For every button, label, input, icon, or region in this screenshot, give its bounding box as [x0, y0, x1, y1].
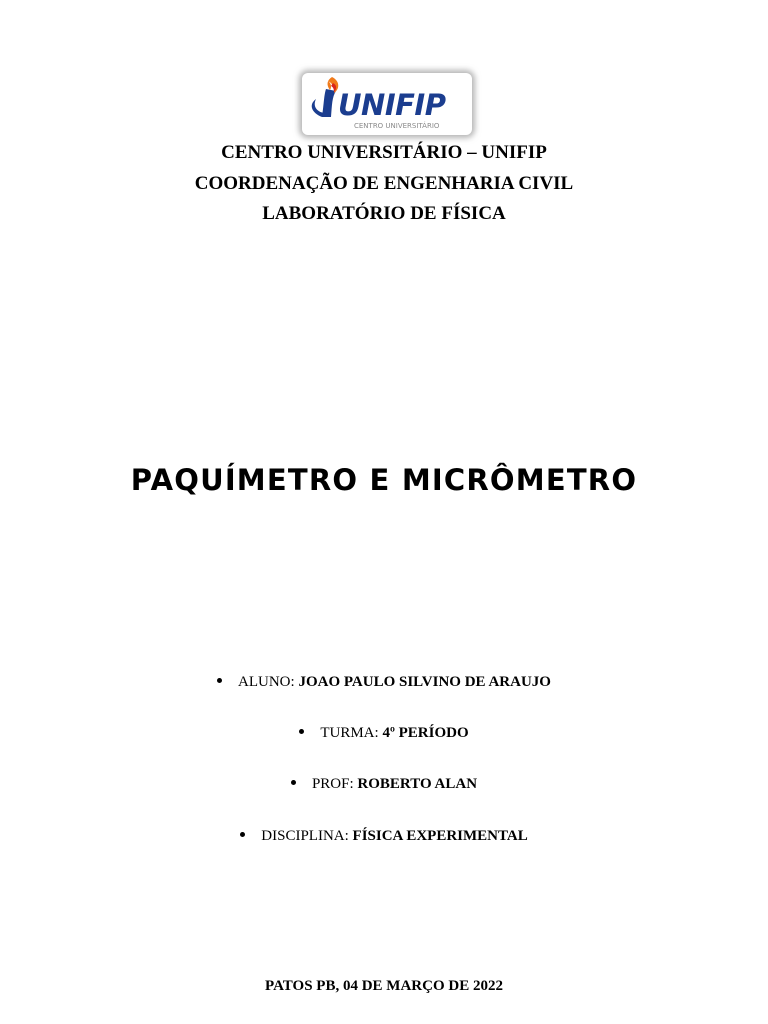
info-item-professor: [0, 774, 768, 794]
bullet-icon: [291, 780, 296, 785]
info-label: TURMA:: [320, 725, 383, 741]
info-value: FÍSICA EXPERIMENTAL: [352, 828, 528, 844]
department-name: COORDENAÇÃO DE ENGENHARIA CIVIL: [194, 173, 574, 194]
bullet-icon: [240, 832, 245, 837]
bullet-icon: [217, 678, 222, 683]
info-value: JOAO PAULO SILVINO DE ARAUJO: [298, 674, 551, 690]
bullet-icon: [299, 729, 304, 734]
info-item-discipline: [0, 826, 768, 846]
institution-name: CENTRO UNIVERSITÁRIO – UNIFIP: [221, 142, 547, 163]
info-value: 4º PERÍODO: [382, 725, 469, 741]
logo-tagline: CENTRO UNIVERSITÁRIO: [354, 122, 440, 130]
torch-icon: [312, 77, 339, 117]
place-and-date: PATOS PB, 04 DE MARÇO DE 2022: [265, 978, 503, 994]
info-item-class: [0, 723, 768, 743]
info-value: ROBERTO ALAN: [357, 776, 478, 792]
info-label: ALUNO:: [238, 674, 299, 690]
info-label: DISCIPLINA:: [261, 828, 353, 844]
info-item-student: [0, 672, 768, 692]
laboratory-name: LABORATÓRIO DE FÍSICA: [262, 203, 506, 224]
document-title: PAQUÍMETRO E MICRÔMETRO: [130, 463, 638, 497]
logo-wordmark: UNIFIP: [338, 88, 446, 122]
unifip-logo: [302, 73, 472, 135]
info-label: PROF:: [311, 776, 358, 792]
